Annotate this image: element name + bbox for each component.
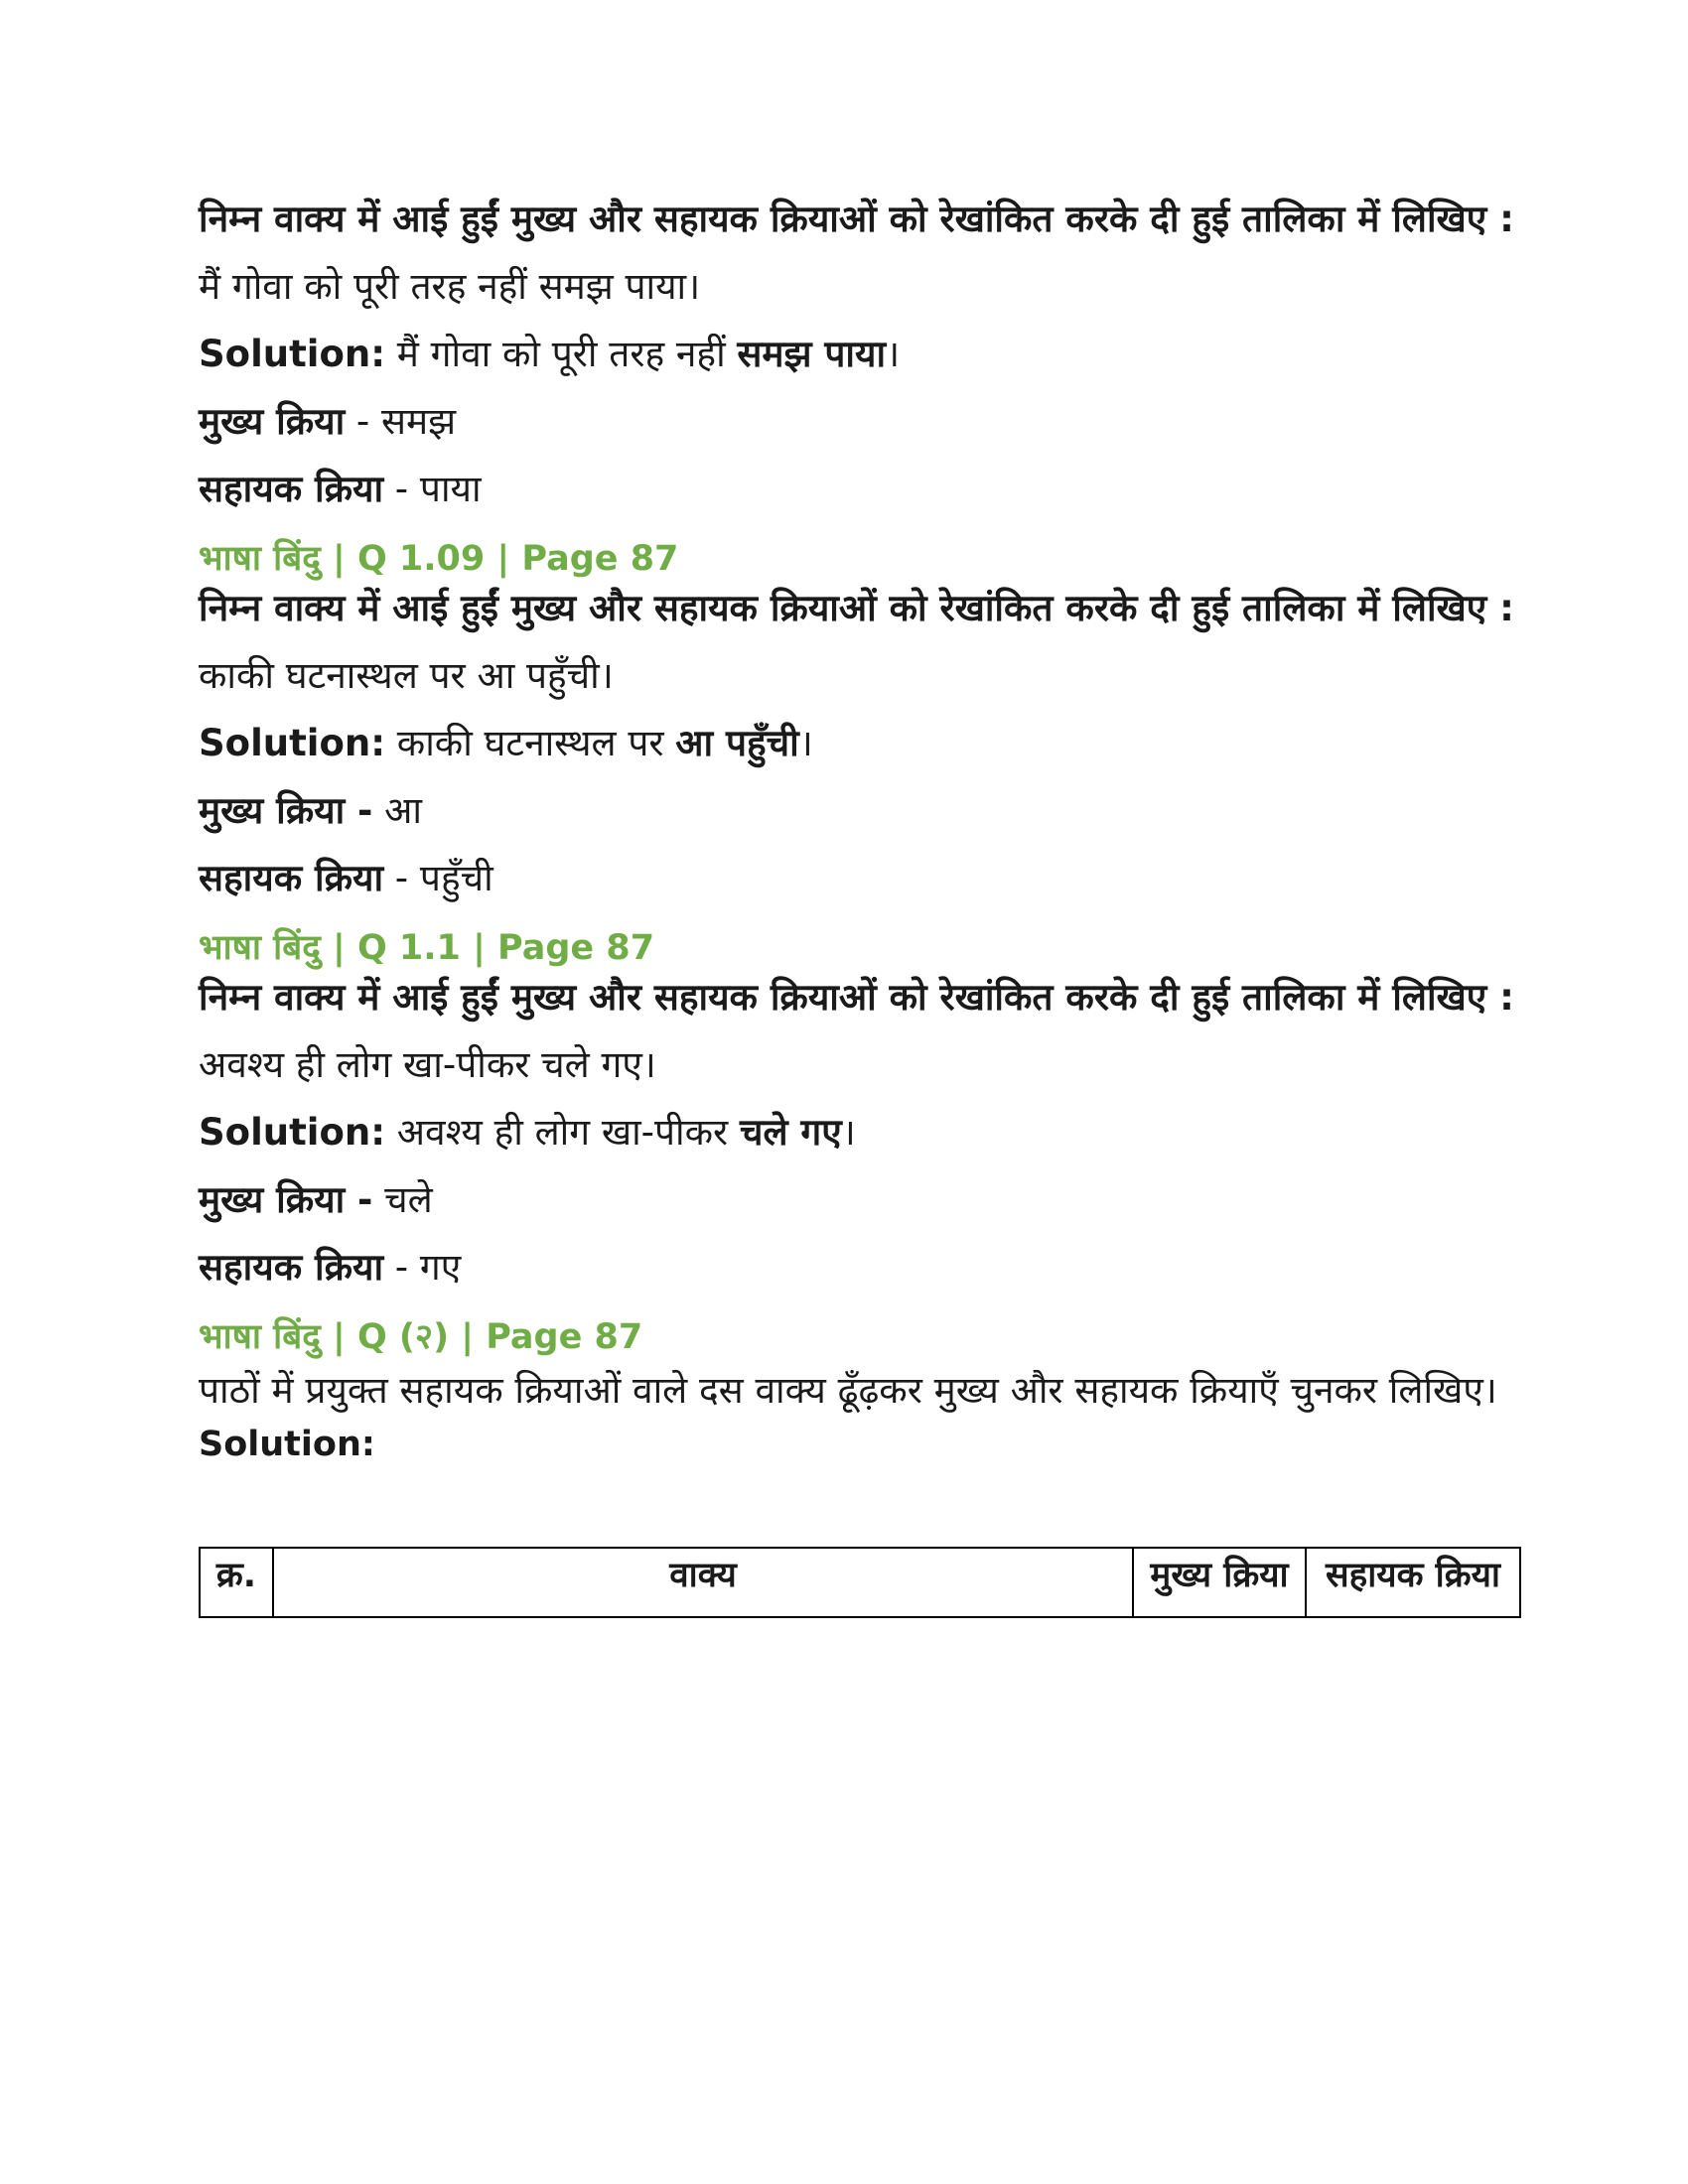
header-main-verb: मुख्य क्रिया (1133, 1548, 1306, 1617)
solution-plain: अवश्य ही लोग खा-पीकर (385, 1111, 740, 1154)
solution-bold: चले गए (739, 1111, 842, 1154)
solution-bold: आ पहुँची (675, 722, 799, 764)
solution-label: Solution: (199, 722, 386, 764)
aux-verb-sep: - (383, 857, 420, 899)
main-verb-line (199, 1175, 1519, 1225)
solution-line (199, 719, 1519, 768)
aux-verb-line (199, 1243, 1519, 1293)
question-heading: भाषा बिंदु | Q 1.1 | Page 87 (199, 928, 655, 968)
main-verb-label: मुख्य क्रिया - (199, 1178, 373, 1221)
main-verb-line (199, 397, 1519, 447)
question-text: निम्न वाक्य में आई हुईं मुख्य और सहायक क्रियाओं को रेखांकित करके दी हुई तालिका में लिखिए : (199, 976, 1514, 1019)
header-sentence: वाक्य (273, 1548, 1133, 1617)
main-verb-label: मुख्य क्रिया (199, 400, 346, 443)
aux-verb-line (199, 465, 1519, 514)
main-verb-sep: - (345, 400, 382, 443)
aux-verb-label: सहायक क्रिया (199, 857, 384, 899)
main-verb-value: चले (384, 1178, 433, 1221)
document-page (199, 195, 1519, 1618)
aux-verb-line (199, 854, 1519, 903)
solution-label: Solution: (199, 1111, 386, 1154)
solution-plain: काकी घटनास्थल पर (385, 722, 676, 764)
aux-verb-value: पाया (419, 468, 482, 510)
question-block-q2 (199, 1314, 1519, 1618)
solution-end: । (841, 1111, 856, 1154)
question-text: निम्न वाक्य में आई हुईं मुख्य और सहायक क्रियाओं को रेखांकित करके दी हुई तालिका में लिखिए : (199, 587, 1514, 629)
aux-verb-label: सहायक क्रिया (199, 1246, 384, 1289)
question-block-3 (199, 925, 1519, 1293)
question-block-2 (199, 536, 1519, 903)
main-verb-label: मुख्य क्रिया - (199, 789, 373, 832)
question-block-1 (199, 195, 1519, 514)
aux-verb-label: सहायक क्रिया (199, 468, 384, 510)
solution-label: Solution: (199, 1425, 375, 1464)
aux-verb-value: गए (419, 1246, 462, 1289)
question-heading: भाषा बिंदु | Q (२) | Page 87 (199, 1317, 643, 1357)
solution-end: । (886, 333, 901, 375)
main-verb-sep (372, 1178, 384, 1221)
main-verb-line (199, 786, 1519, 836)
main-verb-value: आ (384, 789, 422, 832)
main-verb-sep (372, 789, 384, 832)
solution-plain: मैं गोवा को पूरी तरह नहीं (385, 333, 738, 375)
aux-verb-sep: - (383, 1246, 420, 1289)
question-text: पाठों में प्रयुक्त सहायक क्रियाओं वाले दस वाक्य ढूँढ़कर मुख्य और सहायक क्रियाएँ चुनकर लिखिए। (199, 1369, 1497, 1412)
sentence-text: अवश्य ही लोग खा-पीकर चले गए। (199, 1043, 656, 1086)
question-text: निम्न वाक्य में आई हुईं मुख्य और सहायक क्रियाओं को रेखांकित करके दी हुई तालिका में लिखिए : (199, 198, 1514, 240)
header-aux-verb: सहायक क्रिया (1306, 1548, 1520, 1617)
sentence-text: मैं गोवा को पूरी तरह नहीं समझ पाया। (199, 265, 701, 308)
header-serial: क्र. (200, 1548, 273, 1617)
table-header-row (200, 1548, 1520, 1617)
sentence-text: काकी घटनास्थल पर आ पहुँची। (199, 654, 614, 697)
solution-label: Solution: (199, 333, 386, 375)
solution-line (199, 330, 1519, 379)
question-heading: भाषा बिंदु | Q 1.09 | Page 87 (199, 539, 679, 579)
solution-end: । (798, 722, 813, 764)
verbs-table (199, 1547, 1521, 1618)
solution-line (199, 1108, 1519, 1158)
aux-verb-sep: - (383, 468, 420, 510)
main-verb-value: समझ (381, 400, 457, 443)
aux-verb-value: पहुँची (419, 857, 493, 899)
solution-bold: समझ पाया (737, 333, 887, 375)
